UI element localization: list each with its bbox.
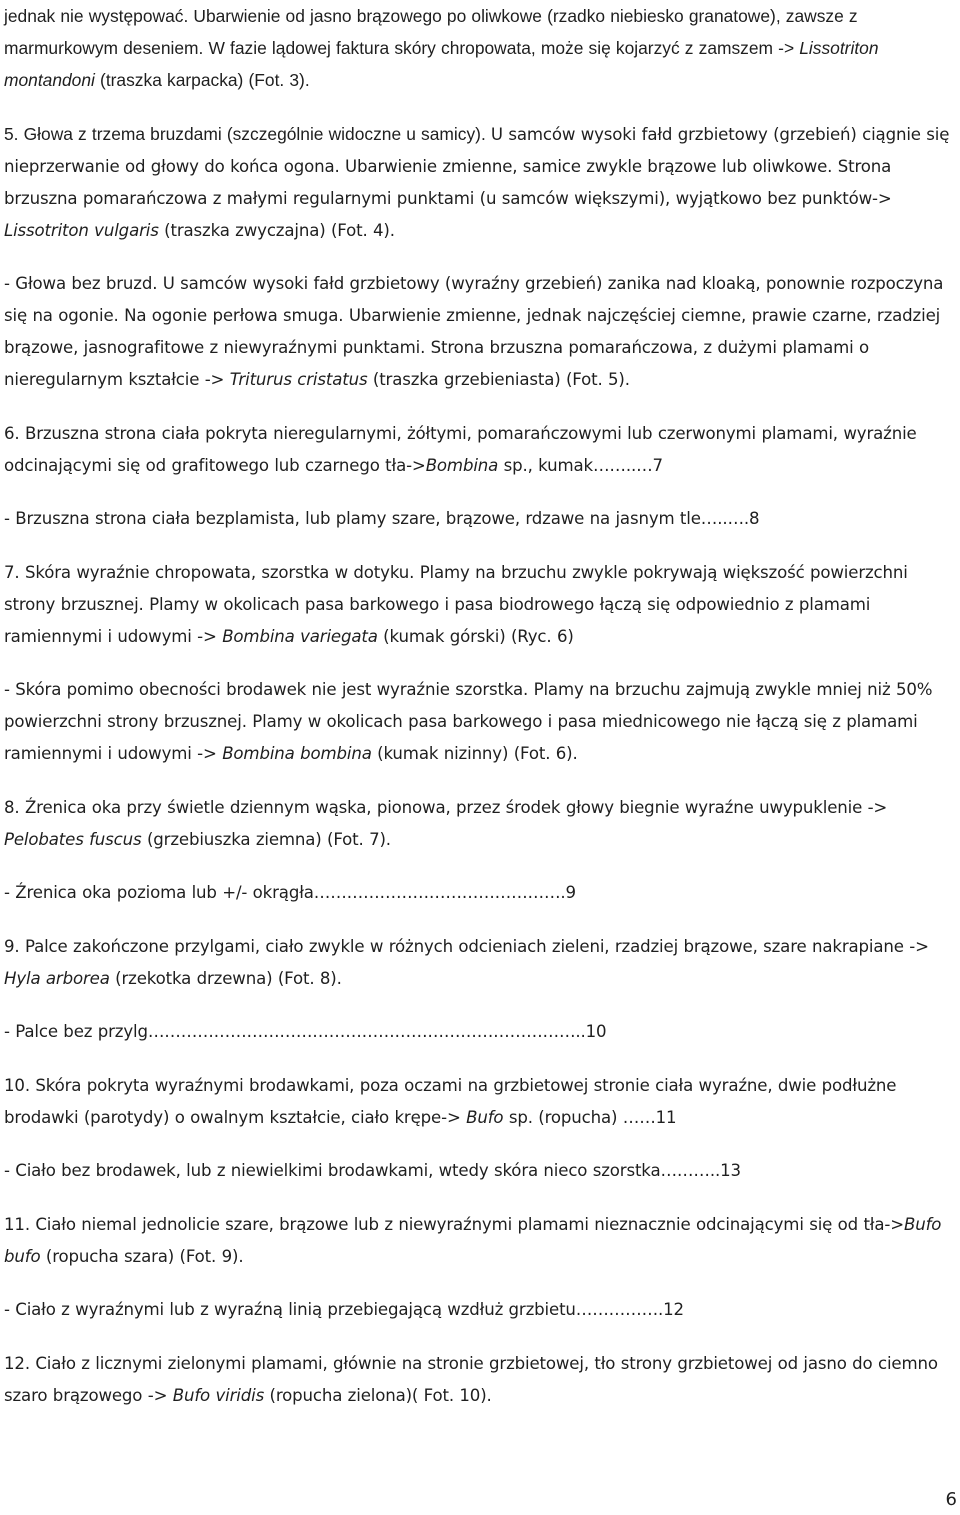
paragraph-spacer (4, 770, 958, 792)
paragraph-p-intro-end (4, 0, 958, 96)
species-name: Lissotriton montandoni (4, 38, 879, 90)
paragraph-spacer (4, 535, 958, 557)
document-body (4, 0, 958, 1412)
paragraph-p-6b (4, 503, 958, 535)
text-run: 6. Brzuszna strona ciała pokryta nieregularnymi, żółtymi, pomarańczowymi lub czerwonymi plamami, wyraźnie odcinającymi się od grafitowego lub czarnego tła-> (4, 423, 917, 475)
species-name: Bufo (466, 1107, 504, 1127)
text-run: 5. Głowa z trzema bruzdami (szczególnie widoczne u samicy). (4, 123, 491, 144)
paragraph-p-5b (4, 268, 958, 396)
paragraph-p-6 (4, 418, 958, 482)
text-run: U samców wysoki fałd grzbietowy (grzebień) ciągnie się nieprzerwanie od głowy do końca ogona. Ubarwienie zmienne, samice zwykle brązowe lub oliwkowe. Strona brzuszna pomarańczowa z małymi regularnymi punktami (u samców większymi), wyjątkowo bez punktów-> (4, 124, 950, 208)
paragraph-p-7b (4, 674, 958, 770)
paragraph-p-7 (4, 557, 958, 653)
text-run: jednak nie występować. Ubarwienie od jasno brązowego po oliwkowe (rzadko niebiesko granatowe), zawsze z marmurkowym deseniem. W fazie lądowej faktura skóry chropowata, może się kojarzyć z zamszem -> (4, 6, 858, 58)
paragraph-spacer (4, 1326, 958, 1348)
text-run: - Ciało bez brodawek, lub z niewielkimi brodawkami, wtedy skóra nieco szorstka………..13 (4, 1161, 741, 1180)
paragraph-p-11 (4, 1209, 958, 1273)
text-run: (rzekotka drzewna) (Fot. 8). (109, 968, 342, 988)
paragraph-p-9b (4, 1016, 958, 1048)
page-number: 6 (945, 1489, 957, 1510)
paragraph-spacer (4, 1273, 958, 1295)
text-run: - Głowa bez bruzd. U samców wysoki fałd grzbietowy (wyraźny grzebień) zanika nad kloaką, ponownie rozpoczyna się na ogonie. Na ogonie perłowa smuga. Ubarwienie zmienne, jednak najczęściej ciemne, prawie czarne, rzadziej brązowe, jasnografitowe z niewyraźnymi punktami. Strona brzuszna pomarańczowa, z dużymi plamami o nieregularnym kształcie -> (4, 274, 944, 389)
text-run: (kumak górski) (Ryc. 6) (377, 626, 574, 646)
paragraph-spacer (4, 1048, 958, 1070)
paragraph-spacer (4, 482, 958, 504)
text-run: (ropucha szara) (Fot. 9). (40, 1246, 244, 1266)
paragraph-p-8 (4, 792, 958, 856)
text-run: 8. Źrenica oka przy świetle dziennym wąska, pionowa, przez środek głowy biegnie wyraźne uwypuklenie -> (4, 797, 888, 817)
text-run: - Ciało z wyraźnymi lub z wyraźną linią przebiegającą wzdłuż grzbietu…………….12 (4, 1300, 684, 1319)
species-name: Bombina variegata (222, 626, 378, 646)
text-run: 10. Skóra pokryta wyraźnymi brodawkami, poza oczami na grzbietowej stronie ciała wyraźne, dwie podłużne brodawki (parotydy) o owalnym kształcie, ciało krępe-> (4, 1075, 897, 1127)
text-run: 9. Palce zakończone przylgami, ciało zwykle w różnych odcieniach zieleni, rzadziej brązowe, szare nakrapiane -> (4, 936, 929, 956)
species-name: Bombina (425, 455, 499, 475)
text-run: - Brzuszna strona ciała bezplamista, lub plamy szare, brązowe, rdzawe na jasnym tle…..….8 (4, 509, 760, 528)
text-run: (traszka karpacka) (Fot. 3). (94, 70, 310, 90)
document-page (4, 0, 958, 1412)
paragraph-p-10 (4, 1070, 958, 1134)
text-run: sp. (ropucha) ……11 (503, 1107, 677, 1127)
paragraph-spacer (4, 1187, 958, 1209)
paragraph-spacer (4, 653, 958, 675)
paragraph-p-12 (4, 1348, 958, 1412)
text-run: (traszka zwyczajna) (Fot. 4). (158, 220, 395, 240)
species-name: Bombina bombina (222, 744, 372, 763)
text-run: sp., kumak……..…7 (498, 455, 663, 475)
text-run: - Skóra pomimo obecności brodawek nie jest wyraźnie szorstka. Plamy na brzuchu zajmują zwykle mniej niż 50% powierzchni strony brzusznej. Plamy w okolicach pasa barkowego i pasa miednicowego nie łączą się z plamami ramiennymi i udowymi -> (4, 680, 933, 763)
paragraph-p-8b (4, 877, 958, 909)
paragraph-p-10b (4, 1155, 958, 1187)
paragraph-spacer (4, 247, 958, 269)
text-run: 7. Skóra wyraźnie chropowata, szorstka w dotyku. Plamy na brzuchu zwykle pokrywają większość powierzchni strony brzusznej. Plamy w okolicach pasa barkowego i pasa biodrowego łączą się odpowiednio z plamami ramiennymi i udowymi -> (4, 562, 908, 646)
paragraph-p-5 (4, 118, 958, 247)
species-name: Bufo viridis (172, 1385, 265, 1405)
text-run: (ropucha zielona)( Fot. 10). (264, 1385, 492, 1405)
text-run: - Palce bez przylg……………………………………………………………………..10 (4, 1022, 607, 1041)
text-run: (kumak nizinny) (Fot. 6). (371, 744, 578, 763)
paragraph-spacer (4, 856, 958, 878)
text-run: - Źrenica oka pozioma lub +/- okrągła……………………………………….9 (4, 883, 576, 902)
paragraph-spacer (4, 396, 958, 418)
species-name: Pelobates fuscus (4, 829, 142, 849)
text-run: 12. Ciało z licznymi zielonymi plamami, głównie na stronie grzbietowej, tło strony grzbietowej od jasno do ciemno szaro brązowego -> (4, 1353, 938, 1405)
paragraph-p-11b (4, 1294, 958, 1326)
text-run: (grzebiuszka ziemna) (Fot. 7). (141, 829, 391, 849)
text-run: (traszka grzebieniasta) (Fot. 5). (367, 370, 630, 389)
paragraph-spacer (4, 909, 958, 931)
text-run: 11. Ciało niemal jednolicie szare, brązowe lub z niewyraźnymi plamami nieznacznie odcinającymi się od tła-> (4, 1214, 904, 1234)
paragraph-spacer (4, 1134, 958, 1156)
species-name: Bufo bufo (4, 1214, 942, 1266)
paragraph-spacer (4, 995, 958, 1017)
paragraph-p-9 (4, 931, 958, 995)
species-name: Hyla arborea (4, 968, 110, 988)
species-name: Triturus cristatus (229, 370, 368, 389)
species-name: Lissotriton vulgaris (4, 220, 159, 240)
paragraph-spacer (4, 96, 958, 118)
